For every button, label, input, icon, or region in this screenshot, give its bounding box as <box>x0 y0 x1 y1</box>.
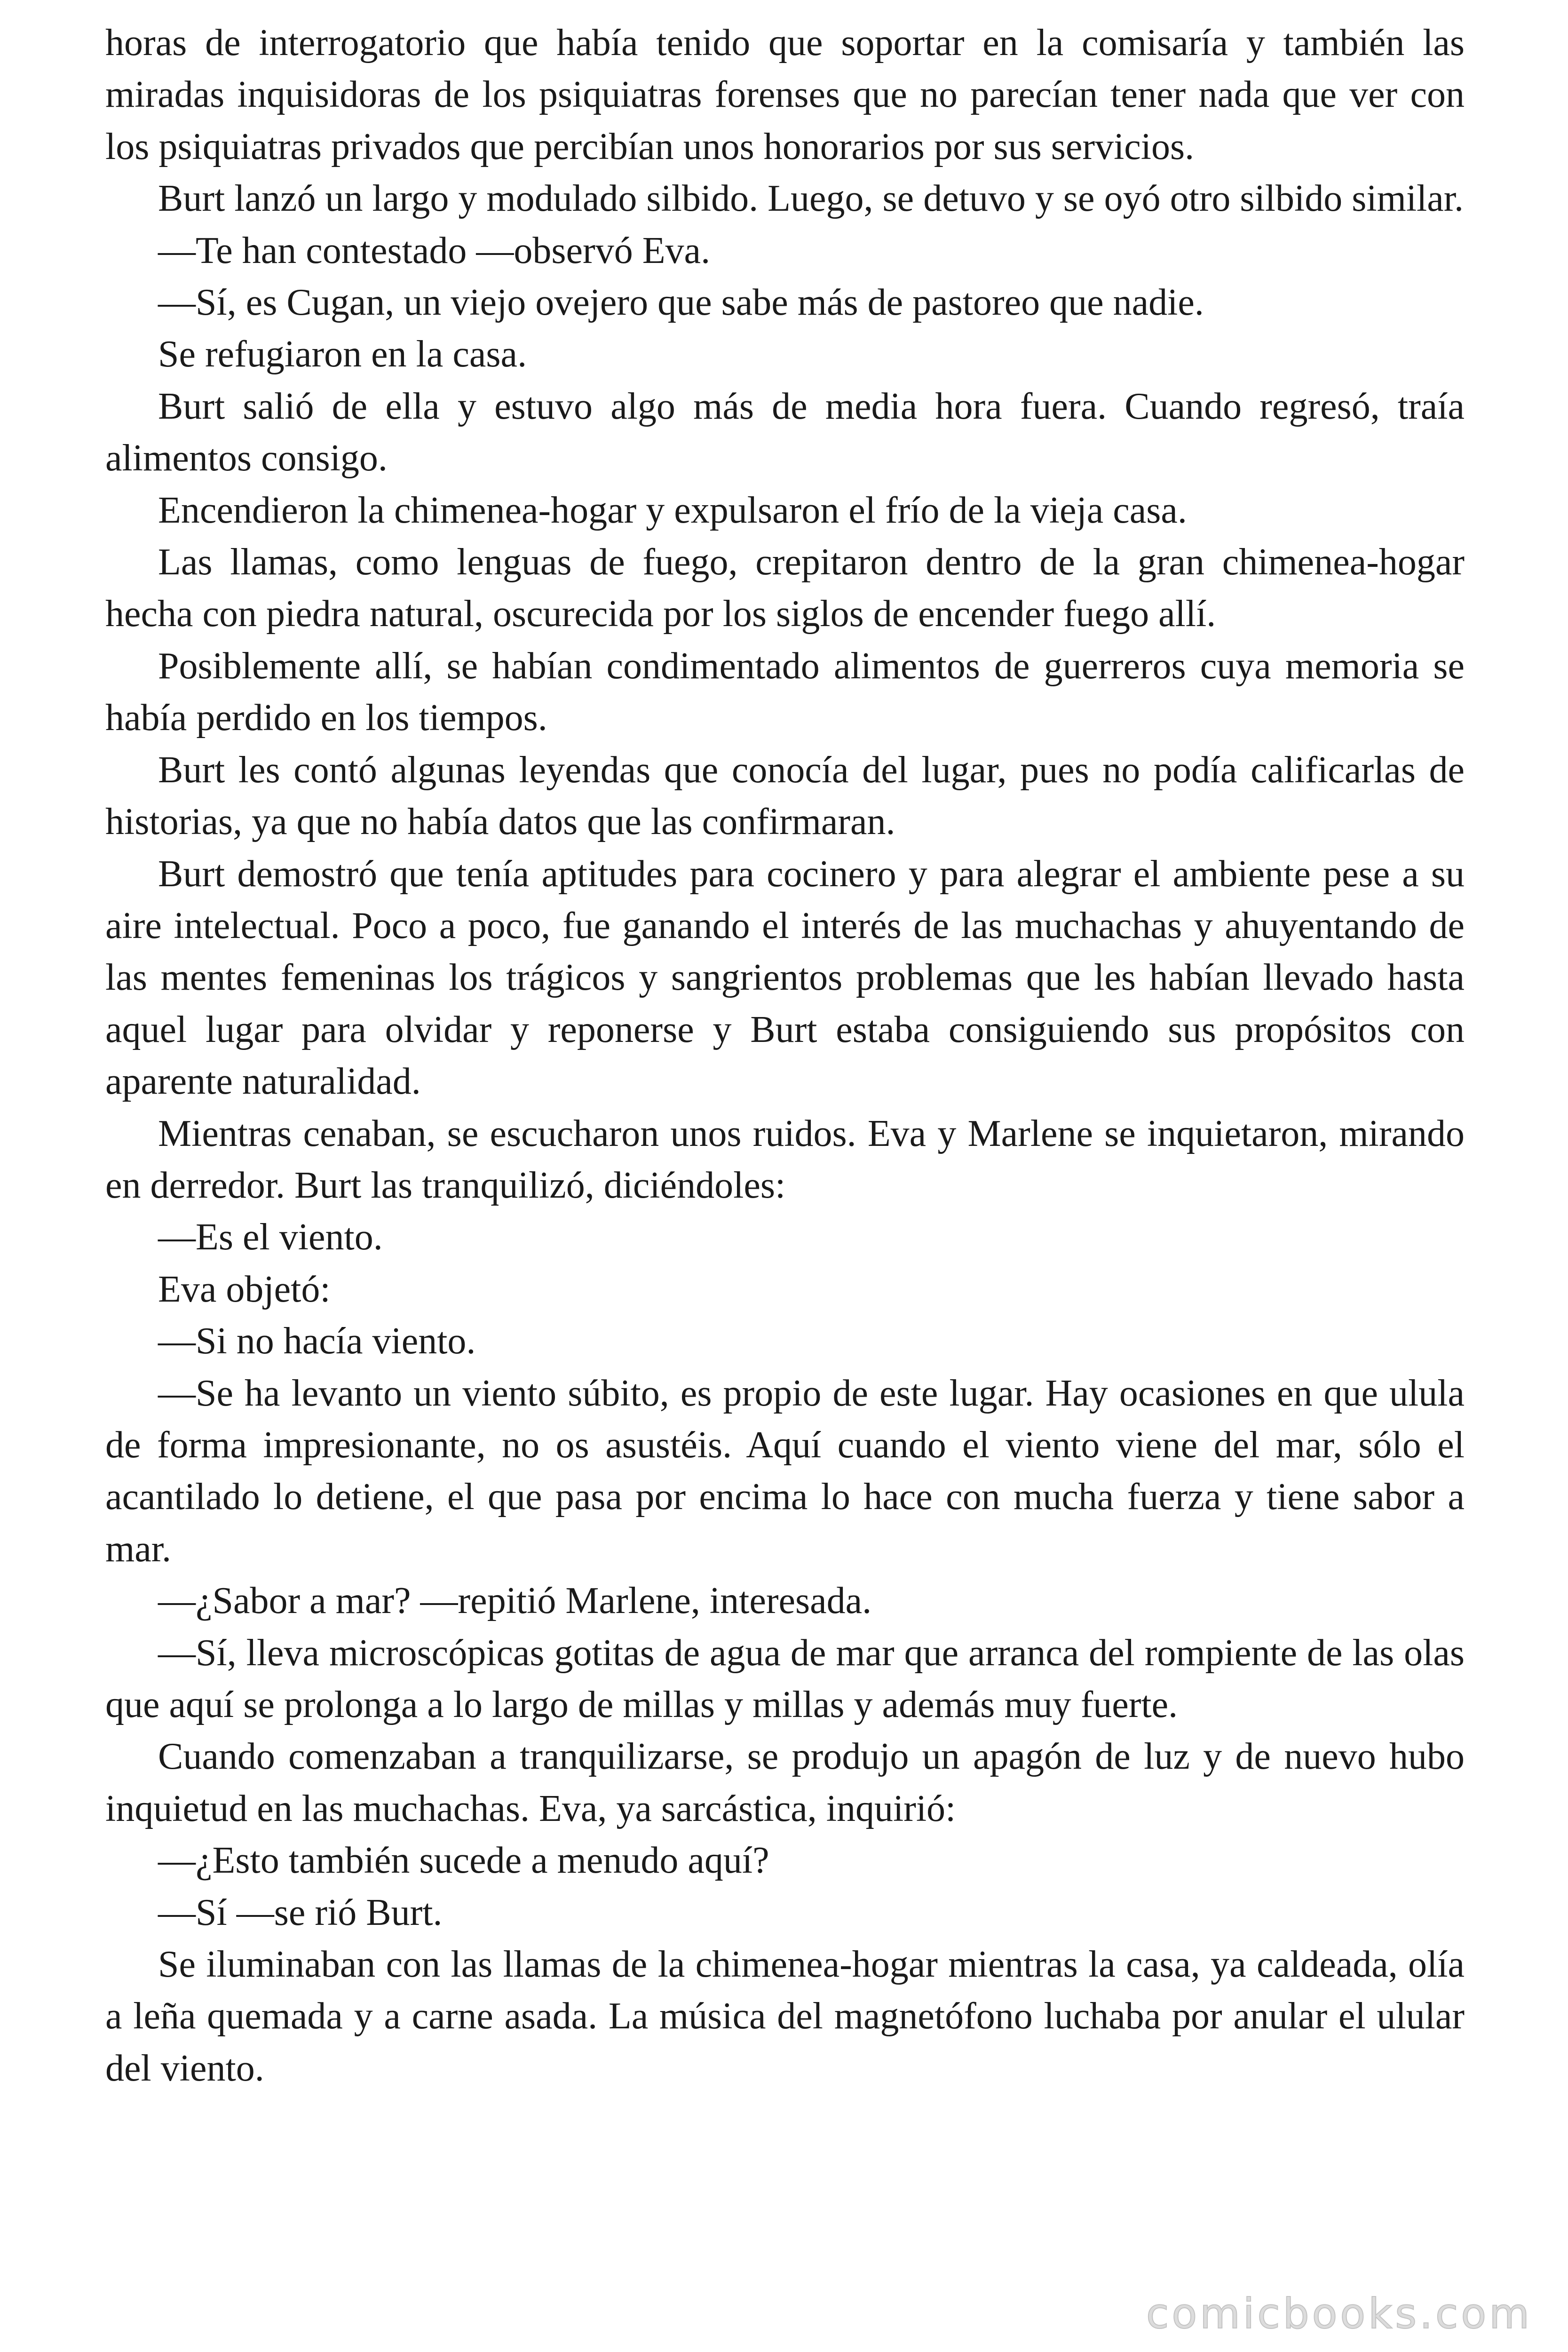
paragraph-6: Burt salió de ella y estuvo algo más de media hora fuera. Cuando regresó, traía alimentos consigo. <box>105 385 1465 479</box>
paragraph-10: Burt les contó algunas leyendas que conocía del lugar, pues no podía calificarlas de historias, ya que no había datos que las confirmaran. <box>105 749 1465 843</box>
page-body <box>105 17 1465 2094</box>
paragraph-13: —Es el viento. <box>158 1216 383 1258</box>
paragraph-21: —Sí —se rió Burt. <box>158 1891 443 1933</box>
paragraph-7: Encendieron la chimenea-hogar y expulsaron el frío de la vieja casa. <box>158 489 1187 531</box>
paragraph-2: Burt lanzó un largo y modulado silbido. Luego, se detuvo y se oyó otro silbido similar. <box>158 178 1464 220</box>
paragraph-17: —¿Sabor a mar? —repitió Marlene, interesada. <box>158 1580 872 1622</box>
paragraph-22: Se iluminaban con las llamas de la chimenea-hogar mientras la casa, ya caldeada, olía a leña quemada y a carne asada. La música del magnetófono luchaba por anular el ulular del viento. <box>105 1944 1465 2089</box>
watermark: comicbooks.com <box>1146 2289 1532 2338</box>
paragraph-16: —Se ha levanto un viento súbito, es propio de este lugar. Hay ocasiones en que ulula de forma impresionante, no os asustéis. Aquí cuando el viento viene del mar, sólo el acantilado lo detiene, el que pasa por encima lo hace con mucha fuerza y tiene sabor a mar. <box>105 1372 1465 1570</box>
paragraph-20: —¿Esto también sucede a menudo aquí? <box>158 1840 769 1882</box>
paragraph-1: horas de interrogatorio que había tenido que soportar en la comisaría y también las miradas inquisidoras de los psiquiatras forenses que no parecían tener nada que ver con los psiquiatras privados que percibían unos honorarios por sus servicios. <box>105 22 1465 167</box>
paragraph-3: —Te han contestado —observó Eva. <box>158 230 711 271</box>
paragraph-9: Posiblemente allí, se habían condimentado alimentos de guerreros cuya memoria se había perdido en los tiempos. <box>105 645 1465 739</box>
paragraph-18: —Sí, lleva microscópicas gotitas de agua de mar que arranca del rompiente de las olas que aquí se prolonga a lo largo de millas y millas y además muy fuerte. <box>105 1632 1465 1725</box>
paragraph-14: Eva objetó: <box>158 1268 331 1310</box>
paragraph-15: —Si no hacía viento. <box>158 1320 476 1362</box>
paragraph-4: —Sí, es Cugan, un viejo ovejero que sabe más de pastoreo que nadie. <box>158 282 1204 324</box>
paragraph-11: Burt demostró que tenía aptitudes para cocinero y para alegrar el ambiente pese a su aire intelectual. Poco a poco, fue ganando el interés de las muchachas y ahuyentando de las mentes femeninas los trágicos y sangrientos problemas que les habían llevado hasta aquel lugar para olvidar y reponerse y Burt estaba consiguiendo sus propósitos con aparente naturalidad. <box>105 853 1465 1103</box>
paragraph-8: Las llamas, como lenguas de fuego, crepitaron dentro de la gran chimenea-hogar hecha con piedra natural, oscurecida por los siglos de encender fuego allí. <box>105 541 1465 635</box>
paragraph-5: Se refugiaron en la casa. <box>158 334 527 375</box>
paragraph-19: Cuando comenzaban a tranquilizarse, se produjo un apagón de luz y de nuevo hubo inquietud en las muchachas. Eva, ya sarcástica, inquirió: <box>105 1736 1465 1829</box>
paragraph-12: Mientras cenaban, se escucharon unos ruidos. Eva y Marlene se inquietaron, mirando en derredor. Burt las tranquilizó, diciéndoles: <box>105 1112 1465 1206</box>
